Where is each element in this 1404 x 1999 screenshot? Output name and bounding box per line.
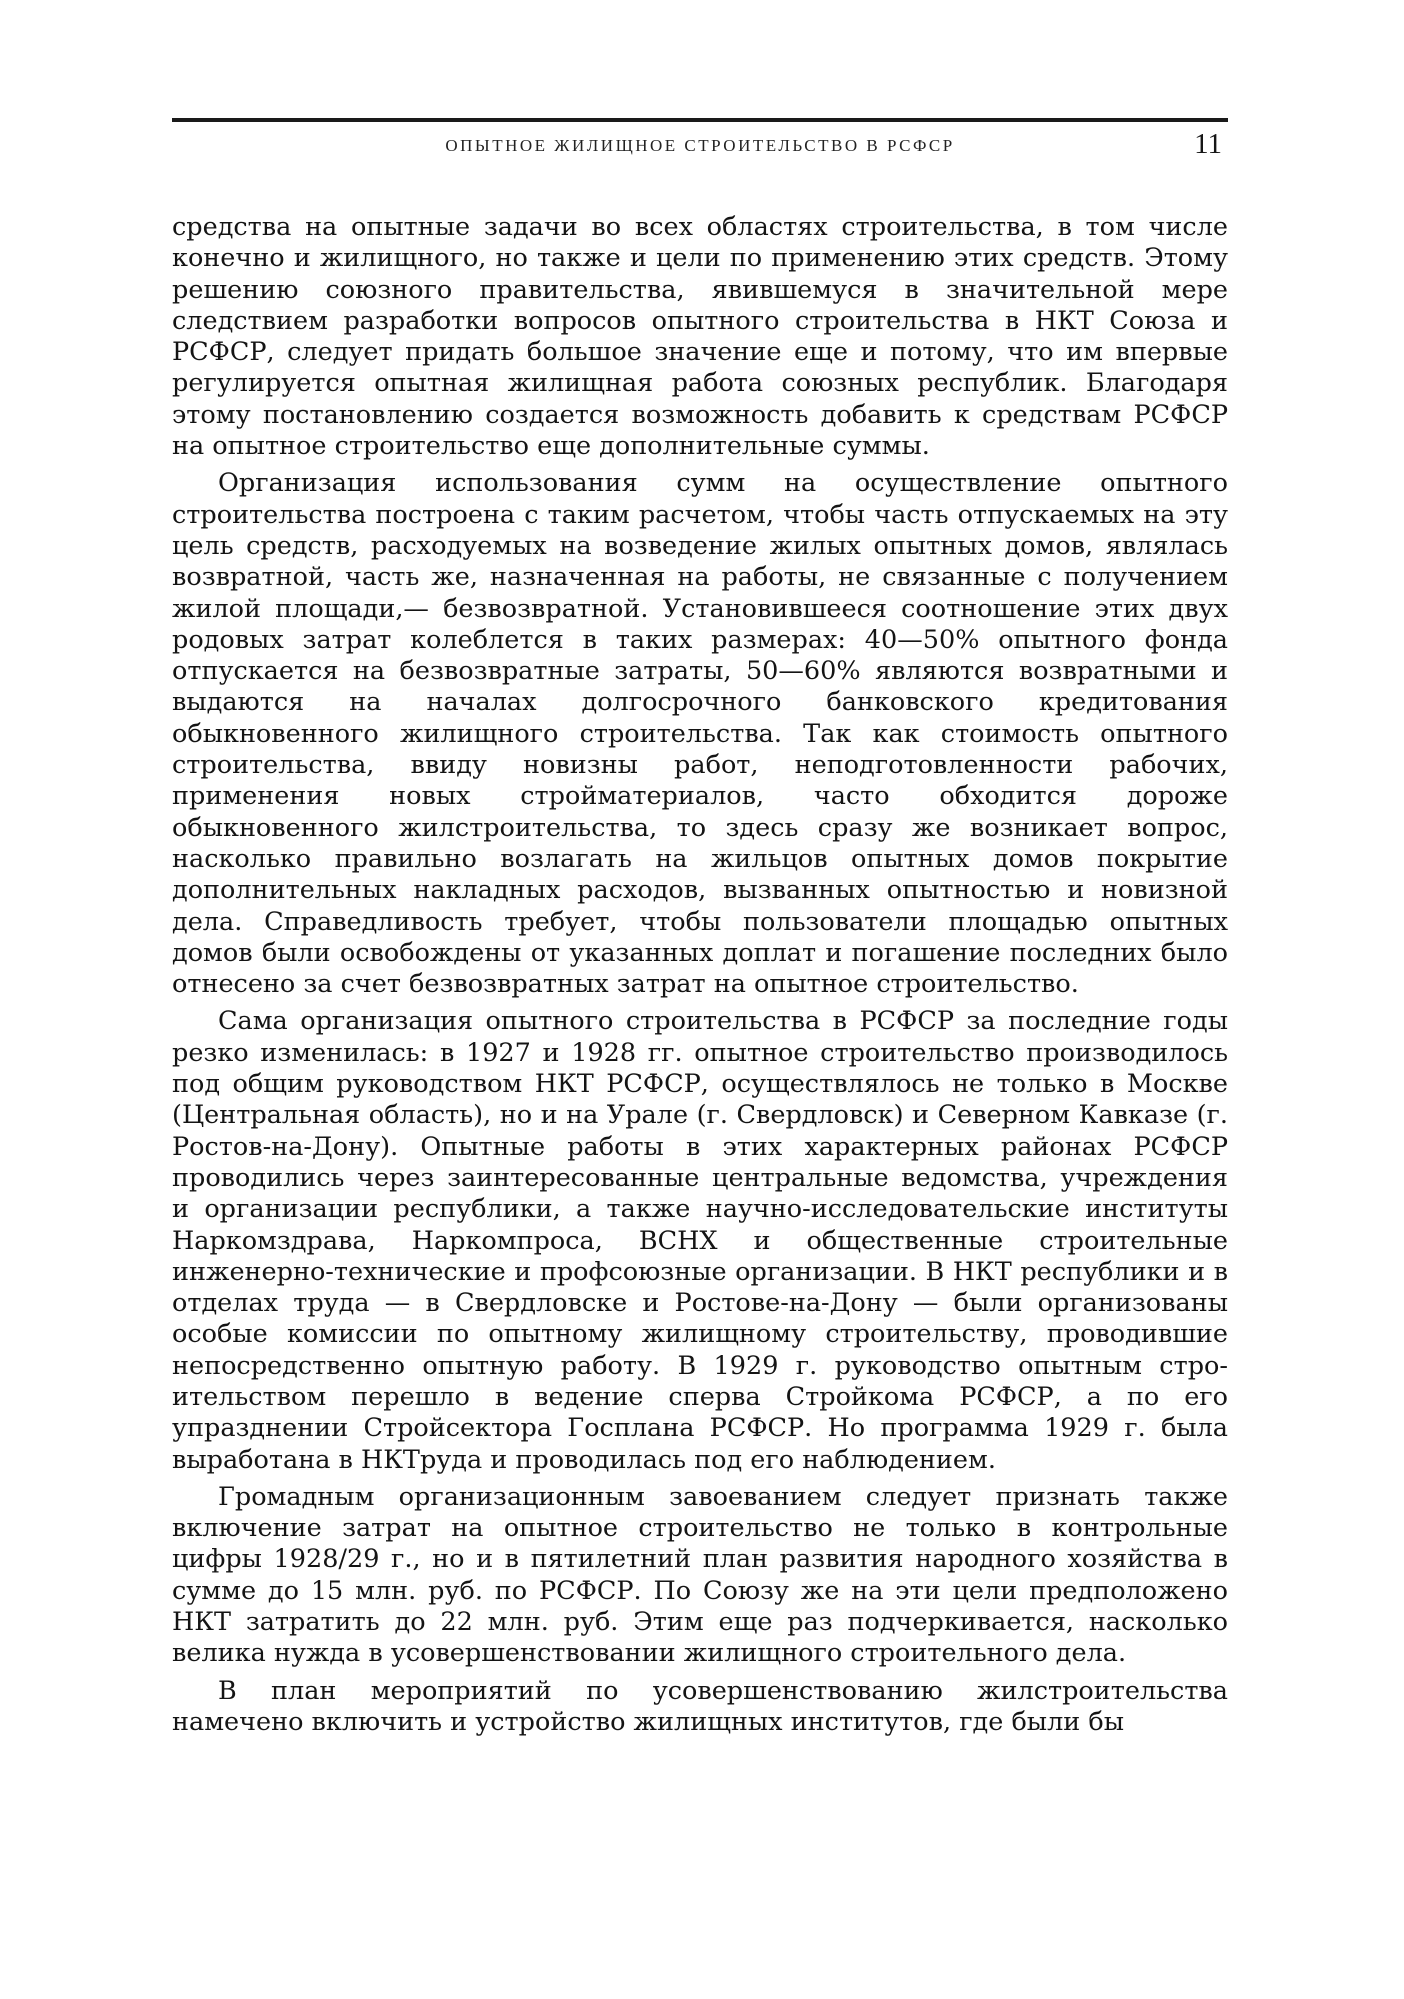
paragraph: Громадным организационным завоеванием следует признать также включение затрат на опытное строительство не только в контрольные цифры 1928/29 г., но и в пятилетний план развития народного хозяйства в сумме до 15 млн. руб. по РСФСР. По Союзу же на эти цели предположено НКТ затратить до 22 млн. руб. Этим еще раз подчеркивается, насколько велика нужда в усовершенствовании жилищного строительного дела.	[172, 1481, 1228, 1669]
paragraph: Организация использования сумм на осуществление опытного строительства построена с таким расчетом, чтобы часть отпускаемых на эту цель средств, расходуемых на возведение жилых опытных домов, являлась возвратной, часть же, назначенная на работы, не связанные с получением жилой площади,— безвозвратной. Установившееся соотношение этих двух родовых затрат колеблется в таких размерах: 40—50% опытного фонда отпускается на безвозвратные затраты, 50—60% являются возвратными и выдаются на началах долгосрочного банковского кредитования обыкновенного жилищного строительства. Так как стоимость опытного строительства, ввиду новизны работ, неподготовленности рабочих, применения новых стройматериалов, часто обходится дороже обыкновенного жилстроительства, то здесь сразу же возникает вопрос, насколько правильно возлагать на жильцов опытных домов покрытие дополнительных накладных расходов, вызванных опытностью и новизной дела. Справедливость требует, чтобы пользователи площадью опытных домов были освобождены от указанных доплат и погашение последних было отнесено за счет безвозвратных затрат на опытное строительство.	[172, 468, 1228, 1000]
header-rule	[172, 118, 1228, 122]
page-number: 11	[1194, 128, 1222, 160]
body-text	[172, 212, 1228, 1744]
running-head	[172, 128, 1228, 168]
paragraph: средства на опытные задачи во всех областях строительства, в том числе конечно и жилищного, но также и цели по применению этих средств. Этому решению союзного правительства, явившемуся в значительной мере следствием разработки вопросов опытного строительства в НКТ Союза и РСФСР, следует придать большое значение еще и потому, что им впервые регулируется опытная жилищная работа союзных республик. Благодаря этому постановлению создается возможность добавить к средствам РСФСР на опытное строительство еще дополнительные суммы.	[172, 212, 1228, 462]
running-title: ОПЫТНОЕ ЖИЛИЩНОЕ СТРОИТЕЛЬСТВО В РСФСР	[445, 136, 955, 155]
book-page	[172, 0, 1232, 1999]
paragraph: Сама организация опытного строительства в РСФСР за последние годы резко изменилась: в 1927 и 1928 гг. опытное строительство производилось под общим руководством НКТ РСФСР, осуществлялось не только в Москве (Центральная область), но и на Урале (г. Свердловск) и Северном Кавказе (г. Ростов-на-Дону). Опытные работы в этих характерных районах РСФСР проводились через заинтересованные центральные ведомства, учреждения и организации республики, а также научно-исследовательские институты Наркомздрава, Наркомпроса, ВСНХ и общественные строительные инженерно-технические и профсоюзные организации. В НКТ республики и в отделах труда — в Свердловске и Ростове-на-Дону — были организованы особые комиссии по опытному жилищному строительству, проводившие непосредственно опытную работу. В 1929 г. руководство опытным строительством перешло в ведение сперва Стройкома РСФСР, а по его упразднении Стройсектора Госплана РСФСР. Но программа 1929 г. была выработана в НКТруда и проводилась под его наблюдением.	[172, 1006, 1228, 1475]
paragraph: В план мероприятий по усовершенствованию жилстроительства намечено включить и устройство жилищных институтов, где были бы	[172, 1675, 1228, 1737]
